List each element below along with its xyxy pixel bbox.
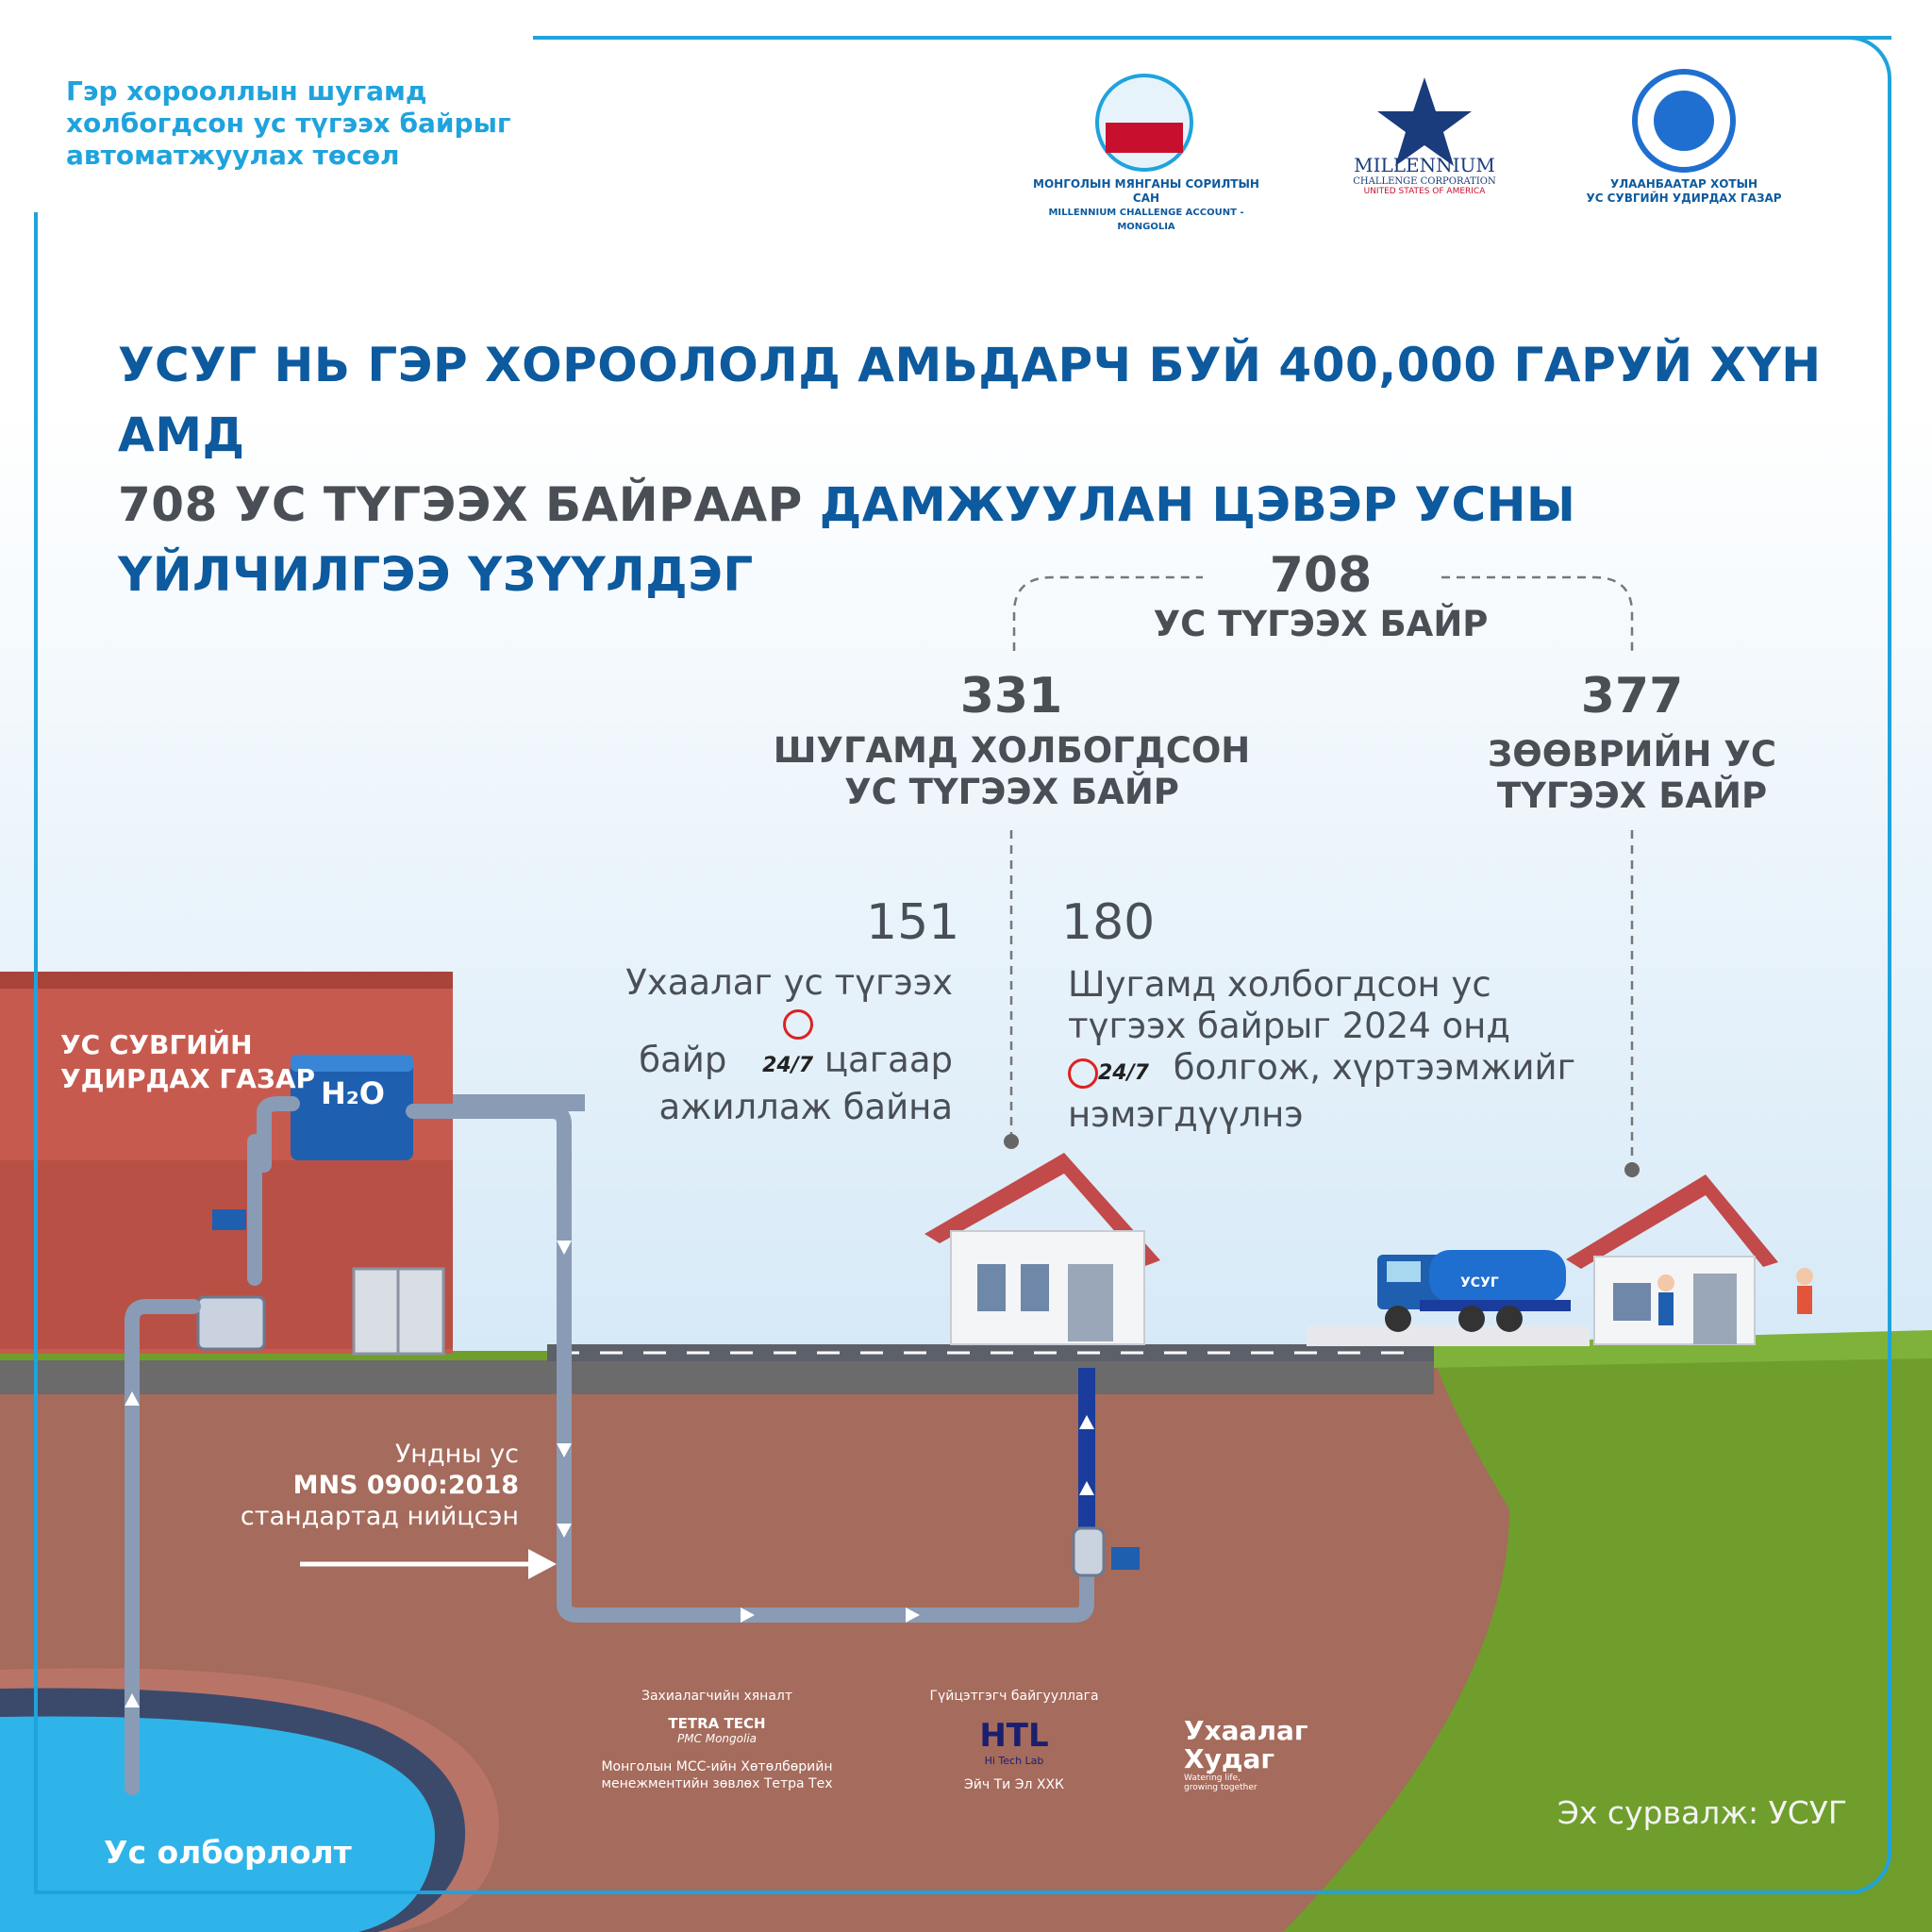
piped-stations-number: 331 — [959, 668, 1063, 724]
water-standard-note — [189, 1439, 519, 1532]
plan-text-line-4: нэмэгдүүлнэ — [1068, 1094, 1304, 1135]
mcc-caption-3: UNITED STATES OF AMERICA — [1363, 187, 1486, 196]
plant-label — [60, 1028, 315, 1096]
contractor-credit — [906, 1689, 1123, 1793]
smartwell-logo-line-1: Ухаалаг — [1184, 1715, 1308, 1746]
total-stations-number: 708 — [1269, 547, 1373, 604]
smart-text-2b: цагаар — [824, 1040, 953, 1080]
frame-left — [34, 212, 38, 1891]
smart-text-2a: байр — [639, 1040, 727, 1080]
mca-caption-2: MILLENNIUM CHALLENGE ACCOUNT - MONGOLIA — [1048, 208, 1244, 232]
truck-stations-label — [1434, 734, 1830, 817]
mca-caption-1: МОНГОЛЫН МЯНГАНЫ СОРИЛТЫН САН — [1033, 177, 1259, 205]
plan-text-line-2: түгээх байрыг 2024 онд — [1068, 1006, 1510, 1046]
smartwell-tag-line-1: Watering life, — [1184, 1774, 1241, 1783]
piped-label-line-2: УС ТҮГЭЭХ БАЙР — [844, 772, 1179, 812]
truck-label-line-1: ЗӨӨВРИЙН УС — [1488, 734, 1776, 774]
water-note-line-1: Ундны ус — [394, 1440, 519, 1469]
usug-logo — [1575, 177, 1792, 206]
house-2-roof — [1566, 1174, 1778, 1269]
water-note-line-3: стандартад нийцсэн — [240, 1502, 519, 1531]
usug-caption-1: УЛААНБААТАР ХОТЫН — [1609, 177, 1758, 191]
headline-part-1: УСУГ НЬ ГЭР ХОРООЛОЛД АМЬДАРЧ БУЙ 400,000 ГАРУЙ ХҮН АМД — [118, 338, 1822, 462]
truck-label: УСУГ — [1460, 1275, 1499, 1291]
planned-stations-number: 180 — [1061, 894, 1156, 951]
plan-text-3: болгож, хүртээмжийг — [1173, 1047, 1576, 1088]
piped-stations-label — [755, 730, 1269, 813]
total-stations-label: УС ТҮГЭЭХ БАЙР — [1153, 604, 1489, 644]
client-desc-line-2: менежментийн зөвлөх Тетра Тех — [601, 1776, 833, 1791]
frame-top — [533, 36, 1891, 40]
contractor-desc: Эйч Ти Эл ХХК — [964, 1777, 1064, 1792]
extraction-label: Ус олборлолт — [104, 1834, 352, 1871]
project-title: Гэр хорооллын шугамд холбогдсон ус түгээх байрыг автоматжуулах төсөл — [66, 75, 511, 171]
client-caption: Захиалагчийн хяналт — [641, 1689, 792, 1704]
mca-logo — [1028, 177, 1264, 234]
plant-label-line-2: УДИРДАХ ГАЗАР — [60, 1063, 316, 1094]
smart-text-line-3: ажиллаж байна — [658, 1087, 953, 1127]
truck-label-line-2: ТҮГЭЭХ БАЙР — [1496, 775, 1768, 816]
headline-part-2: 708 УС ТҮГЭЭХ БАЙРААР — [118, 477, 803, 532]
smart-text-line-2 — [575, 1004, 953, 1087]
water-note-line-2: MNS 0900:2018 — [292, 1471, 519, 1500]
client-desc-line-1: Монголын МСС-ийн Хөтөлбөрийн — [601, 1759, 833, 1774]
usug-caption-2: УС СУВГИЙН УДИРДАХ ГАЗАР — [1586, 192, 1782, 205]
tank-label: H₂O — [321, 1075, 385, 1111]
headline-part-3: ДАМЖУУЛАН ЦЭВЭР УСНЫ ҮЙЛЧИЛГЭЭ ҮЗҮҮЛДЭГ — [118, 477, 1576, 602]
smart-text-line-1: Ухаалаг ус түгээх — [625, 962, 953, 1003]
mcc-logo — [1349, 154, 1500, 196]
contractor-caption: Гүйцэтгэгч байгууллага — [929, 1689, 1099, 1704]
planned-stations-text — [1068, 964, 1596, 1136]
truck-stations-number: 377 — [1580, 668, 1684, 724]
piped-label-line-1: ШУГАМД ХОЛБОГДСОН — [773, 730, 1251, 771]
htl-logo-sub: Hi Tech Lab — [984, 1755, 1044, 1767]
frame-right — [1849, 36, 1891, 1894]
plan-text-line-1: Шугамд холбогдсон ус — [1068, 964, 1491, 1005]
clock-24-7-icon — [738, 1004, 813, 1087]
smart-stations-text — [575, 962, 953, 1128]
mcc-star — [1377, 77, 1472, 166]
smartwell-tag-line-2: growing together — [1184, 1783, 1257, 1792]
plan-text-line-3 — [1068, 1047, 1596, 1094]
source-note: Эх сурвалж: УСУГ — [1557, 1794, 1847, 1831]
smart-stations-number: 151 — [866, 894, 960, 951]
tetra-tech-logo-sub: PMC Mongolia — [676, 1732, 758, 1745]
htl-logo: HTL — [979, 1717, 1049, 1755]
mcc-caption-2: CHALLENGE CORPORATION — [1353, 176, 1496, 187]
client-credit — [585, 1689, 849, 1792]
frame-bottom — [34, 1890, 1855, 1894]
smartwell-logo-line-2: Худаг — [1184, 1743, 1274, 1774]
gravel-layer — [0, 1358, 1434, 1394]
mcc-caption-1: MILLENNIUM — [1354, 154, 1495, 176]
badge-24-7: 24/7 — [762, 1054, 814, 1077]
clock-24-7-icon — [1068, 1053, 1162, 1094]
smartwell-logo — [1184, 1717, 1373, 1792]
plant-label-line-1: УС СУВГИЙН — [60, 1029, 253, 1060]
badge-24-7: 24/7 — [1098, 1061, 1149, 1085]
tetra-tech-logo: TETRA TECH — [668, 1715, 766, 1732]
headline — [118, 330, 1835, 609]
